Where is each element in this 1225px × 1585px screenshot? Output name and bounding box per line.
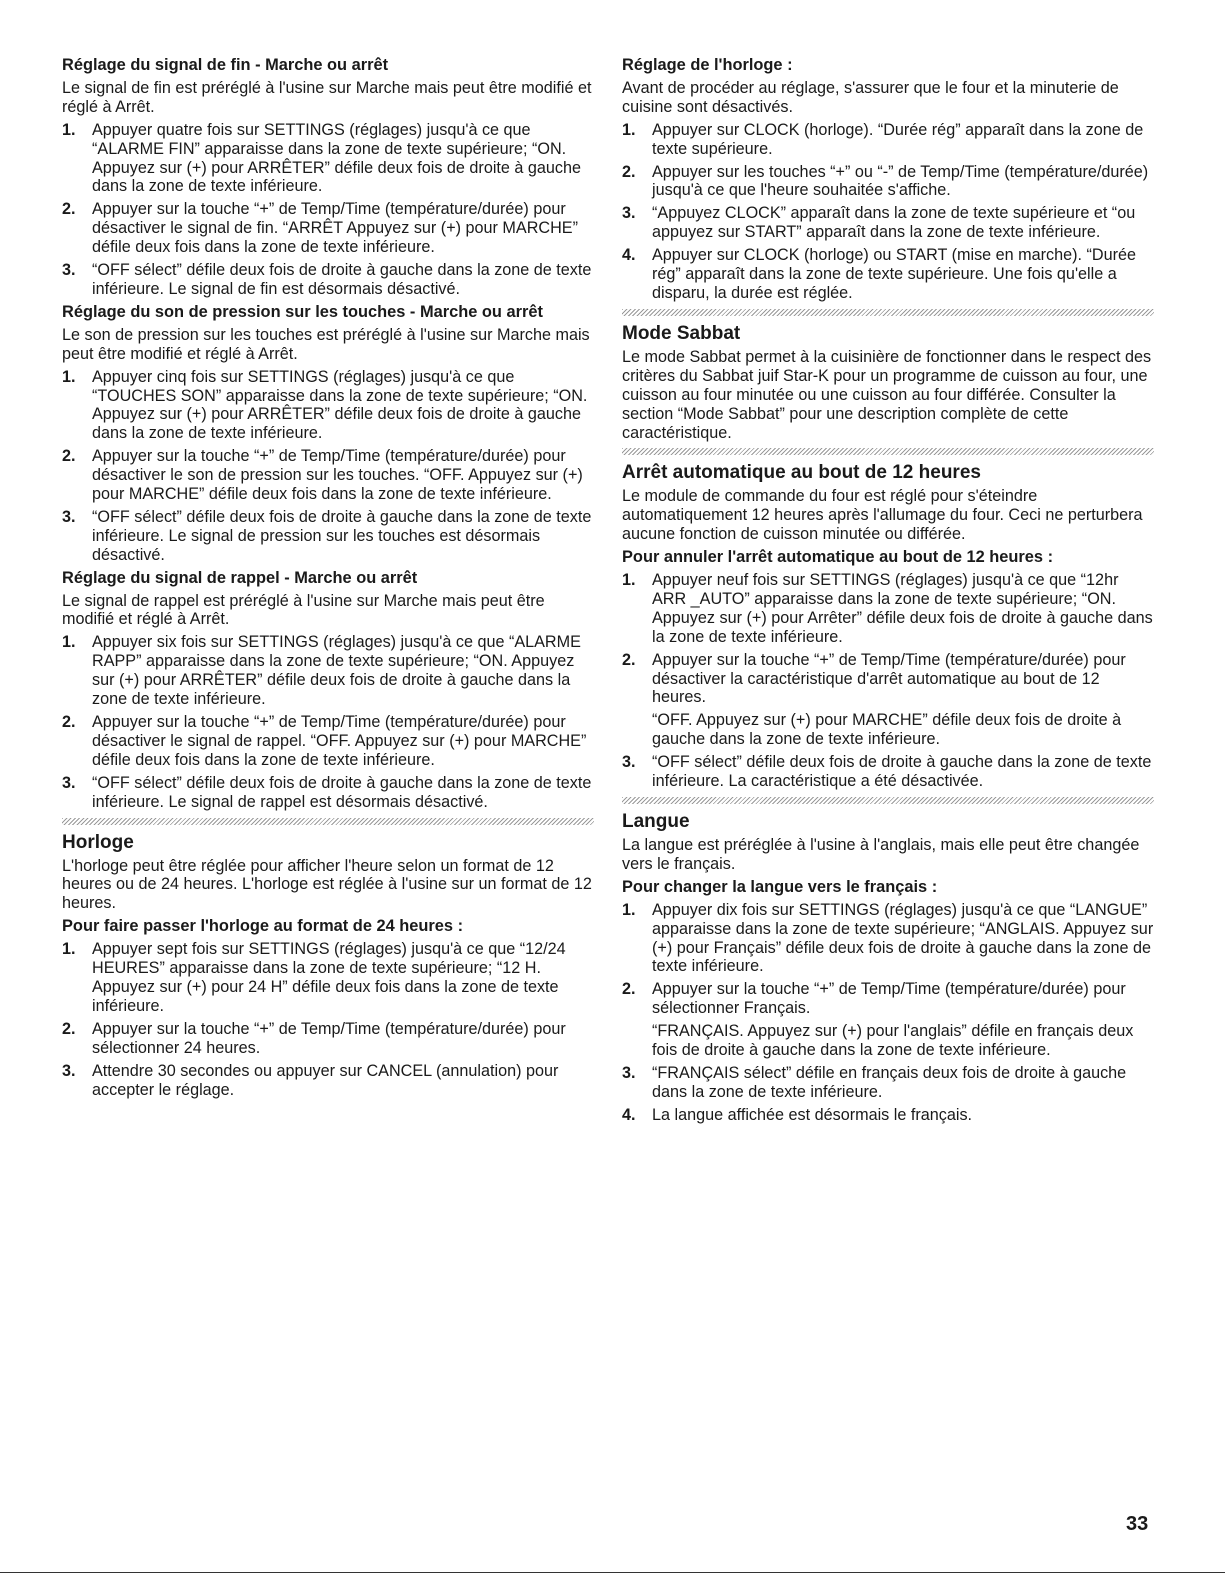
- list-item: [622, 163, 1154, 201]
- step-number: 2.: [62, 200, 76, 219]
- clock-setting-intro: Avant de procéder au réglage, s'assurer que le four et la minuterie de cuisine sont désactivés.: [622, 78, 1119, 116]
- clock-section-title: Horloge: [62, 831, 134, 853]
- step-body: [652, 651, 1154, 750]
- step-number: 3.: [62, 507, 76, 526]
- step-number: 3.: [62, 261, 76, 280]
- step-text: Appuyer quatre fois sur SETTINGS (réglages) jusqu'à ce que “ALARME FIN” apparaisse dans la zone de texte supérieure; “ON. Appuyez sur (+) pour ARRÊTER” défile deux fois de droite à gauche dans la zone de texte inférieure.: [92, 120, 582, 196]
- step-text: Appuyer sur la touche “+” de Temp/Time (température/durée) pour désactiver le signal de fin. “ARRÊT Appuyez sur (+) pour MARCHE” défile deux fois dans la zone de texte inférieure.: [92, 200, 578, 257]
- list-item: [622, 121, 1154, 159]
- reminder-intro: Le signal de rappel est préréglé à l'usine sur Marche mais peut être modifié et réglé à Arrêt.: [62, 591, 545, 629]
- end-signal-heading: Réglage du signal de fin - Marche ou arrêt: [62, 56, 389, 74]
- list-item: [62, 121, 594, 197]
- step-continuation: “OFF. Appuyez sur (+) pour MARCHE” défile deux fois de droite à gauche dans la zone de texte inférieure.: [652, 711, 1122, 749]
- step-text: “FRANÇAIS sélect” défile en français deux fois de droite à gauche dans la zone de texte inférieure.: [652, 1063, 1127, 1101]
- list-item: [62, 774, 594, 812]
- step-number: 3.: [622, 204, 636, 223]
- step-text: “OFF sélect” défile deux fois de droite à gauche dans la zone de texte inférieure. Le signal de rappel est désormais désactivé.: [92, 773, 592, 811]
- list-item: [62, 940, 594, 1016]
- list-item: [622, 1106, 1154, 1125]
- step-text: Appuyer six fois sur SETTINGS (réglages) jusqu'à ce que “ALARME RAPP” apparaisse dans la zone de texte supérieure; “ON. Appuyez sur (+) pour ARRÊTER” défile deux fois de droite à gauche dans la zone de texte inférieure.: [92, 633, 581, 709]
- list-item: [622, 571, 1154, 647]
- step-text: “Appuyez CLOCK” apparaît dans la zone de texte supérieure et “ou appuyez sur START” apparaît dans la zone de texte inférieure.: [652, 204, 1136, 242]
- step-number: 1.: [62, 367, 76, 386]
- language-section-title: Langue: [622, 811, 690, 832]
- step-number: 2.: [62, 447, 76, 466]
- step-number: 3.: [622, 1063, 636, 1082]
- section-divider: [622, 797, 1154, 804]
- list-item: [622, 901, 1154, 977]
- step-text: Appuyer sur la touche “+” de Temp/Time (température/durée) pour sélectionner Français.: [652, 980, 1126, 1018]
- list-item: [622, 246, 1154, 303]
- language-steps: [622, 901, 1154, 1125]
- step-text: Attendre 30 secondes ou appuyer sur CANCEL (annulation) pour accepter le réglage.: [92, 1061, 559, 1099]
- end-signal-steps: [62, 121, 594, 299]
- step-number: 3.: [622, 753, 636, 772]
- step-number: 1.: [62, 120, 76, 139]
- step-number: 1.: [62, 940, 76, 959]
- language-text: La langue est préréglée à l'usine à l'anglais, mais elle peut être changée vers le français.: [622, 836, 1140, 873]
- step-text: Appuyer sur la touche “+” de Temp/Time (température/durée) pour désactiver la caractéristique d'arrêt automatique au bout de 12 heures.: [652, 650, 1126, 707]
- page-number: 33: [1126, 1513, 1149, 1535]
- list-item: [622, 980, 1154, 1060]
- end-signal-intro: Le signal de fin est préréglé à l'usine sur Marche mais peut être modifié et réglé à Arrêt.: [62, 78, 592, 116]
- step-number: 2.: [62, 713, 76, 731]
- step-text: Appuyer sur CLOCK (horloge) ou START (mise en marche). “Durée rég” apparaît dans la zone de texte supérieure. Une fois qu'elle a disparu, la durée est réglée.: [652, 246, 1137, 302]
- list-item: [62, 261, 594, 299]
- list-item: [62, 447, 594, 504]
- reminder-heading: Réglage du signal de rappel - Marche ou arrêt: [62, 568, 418, 587]
- list-item: [62, 508, 594, 565]
- clock-setting-heading: Réglage de l'horloge :: [622, 56, 793, 74]
- step-number: 2.: [62, 1019, 76, 1038]
- sabbath-text: Le mode Sabbat permet à la cuisinière de fonctionner dans le respect des critères du Sabbat juif Star-K pour un programme de cuisson au four, une cuisson au four minutée ou une cuisson au four différée. Consulter la section “Mode Sabbat” pour une description complète de cette caractéristique.: [622, 347, 1152, 442]
- step-number: 4.: [622, 246, 636, 265]
- step-number: 1.: [622, 120, 636, 139]
- list-item: [62, 1062, 594, 1100]
- step-continuation: “FRANÇAIS. Appuyez sur (+) pour l'anglais” défile en français deux fois de droite à gauche dans la zone de texte inférieure.: [652, 1022, 1134, 1060]
- step-number: 2.: [622, 650, 636, 669]
- step-number: 2.: [622, 980, 636, 999]
- clock-24h-steps: [62, 940, 594, 1099]
- step-text: Appuyer sur CLOCK (horloge). “Durée rég” apparaît dans la zone de texte supérieure.: [652, 120, 1144, 158]
- key-press-heading: Réglage du son de pression sur les touches - Marche ou arrêt: [62, 302, 543, 321]
- step-number: 1.: [622, 900, 636, 919]
- key-press-intro: Le son de pression sur les touches est préréglé à l'usine sur Marche mais peut être modifié et réglé à Arrêt.: [62, 325, 590, 363]
- step-number: 3.: [62, 773, 76, 792]
- section-divider: [622, 448, 1154, 455]
- step-text: Appuyer sur la touche “+” de Temp/Time (température/durée) pour désactiver le son de pression sur les touches. “OFF. Appuyez sur (+) pour MARCHE” défile deux fois dans la zone de texte inférieure.: [92, 447, 583, 504]
- step-number: 1.: [62, 633, 76, 652]
- step-text: “OFF sélect” défile deux fois de droite à gauche dans la zone de texte inférieure. Le signal de fin est désormais désactivé.: [92, 261, 592, 298]
- list-item: [622, 651, 1154, 750]
- step-text: Appuyer dix fois sur SETTINGS (réglages) jusqu'à ce que “LANGUE” apparaisse dans la zone de texte supérieure; “ANGLAIS. Appuyez sur (+) pour Français” défile deux fois de droite à gauche dans la zone de texte inférieure.: [652, 900, 1154, 976]
- clock-setting-steps: [622, 121, 1154, 303]
- step-text: “OFF sélect” défile deux fois de droite à gauche dans la zone de texte inférieure. La caractéristique a été désactivée.: [652, 753, 1152, 791]
- section-divider: [62, 818, 594, 825]
- section-divider: [622, 309, 1154, 316]
- step-number: 2.: [622, 162, 636, 181]
- right-column: [622, 56, 1154, 1129]
- step-text: Appuyer sur la touche “+” de Temp/Time (température/durée) pour désactiver le signal de rappel. “OFF. Appuyez sur (+) pour MARCHE” défile deux fois dans la zone de texte inférieure.: [92, 713, 587, 769]
- step-body: [652, 980, 1154, 1060]
- list-item: [622, 753, 1154, 791]
- step-text: Appuyer sept fois sur SETTINGS (réglages) jusqu'à ce que “12/24 HEURES” apparaisse dans la zone de texte supérieure; “12 H. Appuyez sur (+) pour 24 H” défile deux fois dans la zone de texte inférieure.: [92, 940, 566, 1015]
- step-number: 3.: [62, 1061, 76, 1080]
- reminder-steps: [62, 633, 594, 811]
- auto-off-text: Le module de commande du four est réglé pour s'éteindre automatiquement 12 heures après l'allumage du four. Ceci ne perturbera aucune fonction de cuisson minutée ou différée.: [622, 487, 1143, 544]
- list-item: [62, 633, 594, 709]
- step-text: La langue affichée est désormais le français.: [652, 1105, 973, 1124]
- bottom-border: [0, 1572, 1225, 1573]
- step-text: “OFF sélect” défile deux fois de droite à gauche dans la zone de texte inférieure. Le signal de pression sur les touches est désormais désactivé.: [92, 507, 592, 564]
- auto-off-cancel-heading: Pour annuler l'arrêt automatique au bout de 12 heures :: [622, 548, 1054, 567]
- list-item: [62, 368, 594, 444]
- clock-24h-heading: Pour faire passer l'horloge au format de 24 heures :: [62, 917, 464, 936]
- step-text: Appuyer cinq fois sur SETTINGS (réglages) jusqu'à ce que “TOUCHES SON” apparaisse dans la zone de texte supérieure; “ON. Appuyez sur (+) pour ARRÊTER” défile deux fois de droite à gauche dans la zone de texte inférieure.: [92, 367, 588, 443]
- step-text: Appuyer sur la touche “+” de Temp/Time (température/durée) pour sélectionner 24 heures.: [92, 1019, 566, 1057]
- clock-intro: L'horloge peut être réglée pour afficher l'heure selon un format de 12 heures ou de 24 heures. L'horloge est réglée à l'usine sur un format de 12 heures.: [62, 856, 592, 913]
- step-text: Appuyer neuf fois sur SETTINGS (réglages) jusqu'à ce que “12hr ARR _AUTO” apparaisse dans la zone de texte supérieure; “ON. Appuyez sur (+) pour Arrêter” défile deux fois de droite à gauche dans la zone de texte inférieure.: [652, 571, 1153, 646]
- step-number: 1.: [622, 571, 636, 590]
- auto-off-steps: [622, 571, 1154, 791]
- list-item: [62, 1020, 594, 1058]
- list-item: [62, 200, 594, 257]
- auto-off-section-title: Arrêt automatique au bout de 12 heures: [622, 462, 981, 484]
- list-item: [62, 713, 594, 770]
- left-column: [62, 56, 594, 1103]
- list-item: [622, 204, 1154, 242]
- language-change-heading: Pour changer la langue vers le français :: [622, 877, 938, 896]
- step-number: 4.: [622, 1105, 636, 1124]
- key-press-steps: [62, 368, 594, 565]
- step-text: Appuyer sur les touches “+” ou “-” de Temp/Time (température/durée) jusqu'à ce que l'heure souhaitée s'affiche.: [652, 162, 1149, 200]
- list-item: [622, 1064, 1154, 1102]
- sabbath-section-title: Mode Sabbat: [622, 322, 741, 344]
